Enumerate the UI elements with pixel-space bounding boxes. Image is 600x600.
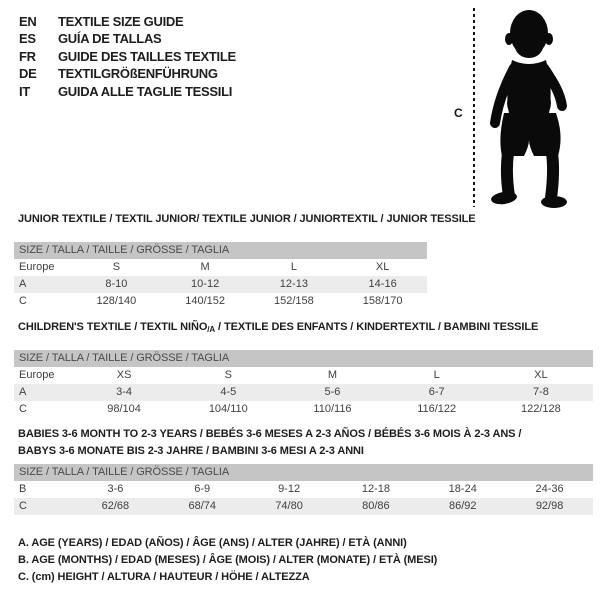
size-cell: S <box>224 369 232 381</box>
size-cell: 3-6 <box>107 483 124 495</box>
lang-code: EN <box>19 14 37 29</box>
lang-row-de <box>19 65 236 82</box>
footnote-age-years: A. AGE (YEARS) / EDAD (AÑOS) / ÂGE (ANS) / ALTER (JAHRE) / ETÀ (ANNI) <box>18 537 407 549</box>
table-rows <box>14 259 427 310</box>
row-label: A <box>19 278 27 290</box>
size-cell: 98/104 <box>107 403 141 415</box>
row-label: C <box>19 403 27 415</box>
lang-code: DE <box>19 66 37 82</box>
lang-code: FR <box>19 48 36 64</box>
table-row-a <box>14 384 593 401</box>
size-cell: 12-13 <box>279 278 308 290</box>
table-rows <box>14 367 593 418</box>
size-cell: S <box>112 261 121 273</box>
table-title <box>18 212 476 229</box>
size-cell: 24-36 <box>535 483 564 495</box>
lang-row-fr <box>19 48 236 65</box>
size-cell: 86/92 <box>448 500 477 512</box>
row-label: C <box>19 500 27 512</box>
size-header-bar: SIZE / TALLA / TAILLE / GRÖSSE / TAGLIA <box>14 464 593 481</box>
size-cell: 116/122 <box>417 403 457 415</box>
size-cell: L <box>433 369 440 381</box>
junior-textile-table <box>14 212 476 310</box>
table-row-europe <box>14 259 427 276</box>
size-cell: 110/116 <box>313 403 352 415</box>
row-label: Europe <box>19 369 55 381</box>
table-title-line2: BABYS 3-6 MONATE BIS 2-3 JAHRE / BAMBINI 3-6 MESI A 2-3 ANNI <box>18 445 364 457</box>
size-cell: 122/128 <box>521 403 561 415</box>
size-cell: 74/80 <box>275 500 303 512</box>
lang-row-en <box>19 13 236 30</box>
table-title <box>18 320 593 337</box>
size-cell: 80/86 <box>362 500 390 512</box>
baby-silhouette <box>484 8 574 208</box>
table-title-text: CHILDREN'S TEXTILE / TEXTIL NIÑO <box>18 321 208 333</box>
footnote-age-months: B. AGE (MONTHS) / EDAD (MESES) / ÂGE (MOIS) / ALTER (MONATE) / ETÀ (MESI) <box>18 554 438 566</box>
row-label: Europe <box>19 261 55 273</box>
size-cell: M <box>327 369 338 381</box>
footnote-legend <box>18 535 437 586</box>
lang-label: TEXTILE SIZE GUIDE <box>58 14 184 29</box>
row-label: C <box>19 295 27 307</box>
lang-label: GUIDA ALLE TAGLIE TESSILI <box>58 83 233 99</box>
size-cell: 14-16 <box>368 278 397 290</box>
table-row-c <box>14 401 593 418</box>
table-row-c <box>14 498 593 515</box>
row-label: B <box>19 483 27 495</box>
table-rows <box>14 481 593 515</box>
size-header-bar: SIZE / TALLA / TAILLE / GRÖSSE / TAGLIA <box>14 242 427 259</box>
size-cell: 104/110 <box>208 403 248 415</box>
size-cell: L <box>290 261 297 273</box>
size-cell: 3-4 <box>116 386 133 398</box>
size-cell: 128/140 <box>96 295 137 307</box>
size-cell: 6-7 <box>428 386 445 398</box>
size-cell: XL <box>375 261 390 273</box>
size-cell: XL <box>534 369 548 381</box>
size-header-bar: SIZE / TALLA / TAILLE / GRÖSSE / TAGLIA <box>14 350 593 367</box>
size-cell: 18-24 <box>448 483 477 495</box>
lang-code: IT <box>19 83 30 99</box>
height-measure-label: C <box>454 106 463 120</box>
lang-row-it <box>19 83 236 100</box>
language-title-list <box>19 13 236 100</box>
childrens-textile-table <box>14 320 593 418</box>
table-row-a <box>14 276 427 293</box>
size-cell: 10-12 <box>191 278 220 290</box>
table-title-text: BABIES 3-6 MONTH TO 2-3 YEARS / BEBÉS 3-6 MESES A 2-3 AÑOS / BÉBÉS 3-6 MOIS À 2-3 ANS / <box>18 428 522 440</box>
size-cell: 68/74 <box>188 500 216 512</box>
size-cell: 5-6 <box>324 386 341 398</box>
footnote-height-cm: C. (cm) HEIGHT / ALTURA / HAUTEUR / HÖHE / ALTEZZA <box>18 571 310 583</box>
size-cell: 9-12 <box>278 483 301 495</box>
size-cell: 152/158 <box>273 295 314 307</box>
lang-label: GUIDE DES TAILLES TEXTILE <box>58 48 236 64</box>
table-title-text: JUNIOR TEXTILE / TEXTIL JUNIOR/ TEXTILE JUNIOR / JUNIORTEXTIL / JUNIOR TESSILE <box>18 213 476 225</box>
size-cell: 6-9 <box>194 483 211 495</box>
size-cell: M <box>200 261 210 273</box>
size-cell: 4-5 <box>220 386 237 398</box>
size-cell: 140/152 <box>185 295 225 307</box>
size-cell: 12-18 <box>361 483 390 495</box>
size-cell: 62/68 <box>101 500 130 512</box>
lang-row-es <box>19 30 236 47</box>
size-cell: 8-10 <box>105 278 128 290</box>
table-row-b <box>14 481 593 498</box>
row-label: A <box>19 386 27 398</box>
lang-label: GUÍA DE TALLAS <box>58 31 162 47</box>
lang-code: ES <box>19 31 36 47</box>
size-cell: 92/98 <box>535 500 564 512</box>
table-title <box>18 427 593 458</box>
size-cell: 158/170 <box>362 295 403 307</box>
lang-label: TEXTILGRÖßENFÜHRUNG <box>58 66 218 82</box>
table-row-c <box>14 293 427 310</box>
table-title-sub: /A <box>207 325 216 334</box>
size-cell: 7-8 <box>532 386 549 398</box>
table-row-europe <box>14 367 593 384</box>
table-title-text: / TEXTILE DES ENFANTS / KINDERTEXTIL / BAMBINI TESSILE <box>215 321 539 333</box>
size-cell: XS <box>116 369 132 381</box>
height-measure-dashed-line <box>473 8 475 207</box>
babies-textile-table <box>14 427 593 515</box>
